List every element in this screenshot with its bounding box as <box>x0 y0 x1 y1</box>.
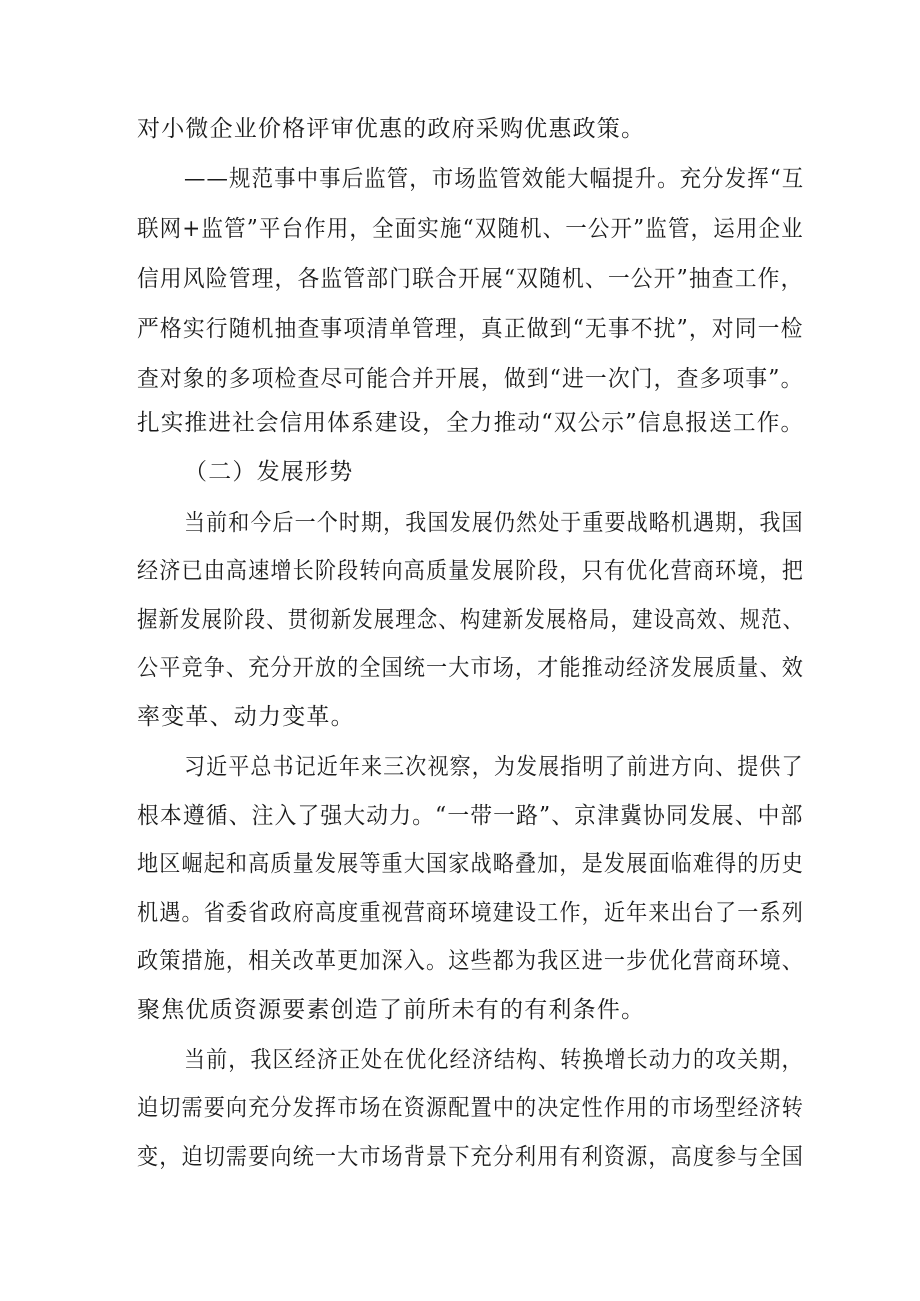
text-line: 率变革、动力变革。 <box>137 704 355 730</box>
text-line: 握新发展阶段、贯彻新发展理念、构建新发展格局，建设高效、规范、 <box>137 607 805 633</box>
text-line: 当前和今后一个时期，我国发展仍然处于重要战略机遇期，我国 <box>184 510 804 536</box>
text-line: 习近平总书记近年来三次视察，为发展指明了前进方向、提供了 <box>184 754 804 780</box>
text-line: 政策措施，相关改革更加深入。这些都为我区进一步优化营商环境、 <box>137 948 804 974</box>
text-line: 公平竞争、充分开放的全国统一大市场，才能推动经济发展质量、效 <box>137 655 804 681</box>
text-line: 机遇。省委省政府高度重视营商环境建设工作，近年来出台了一系列 <box>137 900 804 926</box>
text-line: 对小微企业价格评审优惠的政府采购优惠政策。 <box>137 116 646 142</box>
text-line: 信用风险管理，各监管部门联合开展“双随机、一公开”抽查工作， <box>137 266 804 292</box>
text-line: 变，迫切需要向统一大市场背景下充分利用有利资源，高度参与全国 <box>137 1144 804 1170</box>
text-line: 严格实行随机抽查事项清单管理，真正做到“无事不扰”，对同一检 <box>137 316 804 342</box>
text-line: 联网+监管”平台作用，全面实施“双随机、一公开”监管，运用企业 <box>137 216 804 242</box>
text-line: 根本遵循、注入了强大动力。“一带一路”、京津冀协同发展、中部 <box>137 803 804 829</box>
text-line: 经济已由高速增长阶段转向高质量发展阶段，只有优化营商环境，把 <box>137 558 804 584</box>
text-line: ——规范事中事后监管，市场监管效能大幅提升。充分发挥“互 <box>184 166 805 192</box>
section-heading: （二）发展形势 <box>184 459 354 485</box>
text-line: 聚焦优质资源要素创造了前所未有的有利条件。 <box>137 997 646 1023</box>
text-line: 查对象的多项检查尽可能合并开展，做到“进一次门，查多项事”。 <box>137 366 804 392</box>
text-line: 迫切需要向充分发挥市场在资源配置中的决定性作用的市场型经济转 <box>137 1095 804 1121</box>
text-line: 地区崛起和高质量发展等重大国家战略叠加，是发展面临难得的历史 <box>137 851 804 877</box>
text-line: 当前，我区经济正处在优化经济结构、转换增长动力的攻关期， <box>184 1047 804 1073</box>
text-line: 扎实推进社会信用体系建设，全力推动“双公示”信息报送工作。 <box>137 410 805 436</box>
